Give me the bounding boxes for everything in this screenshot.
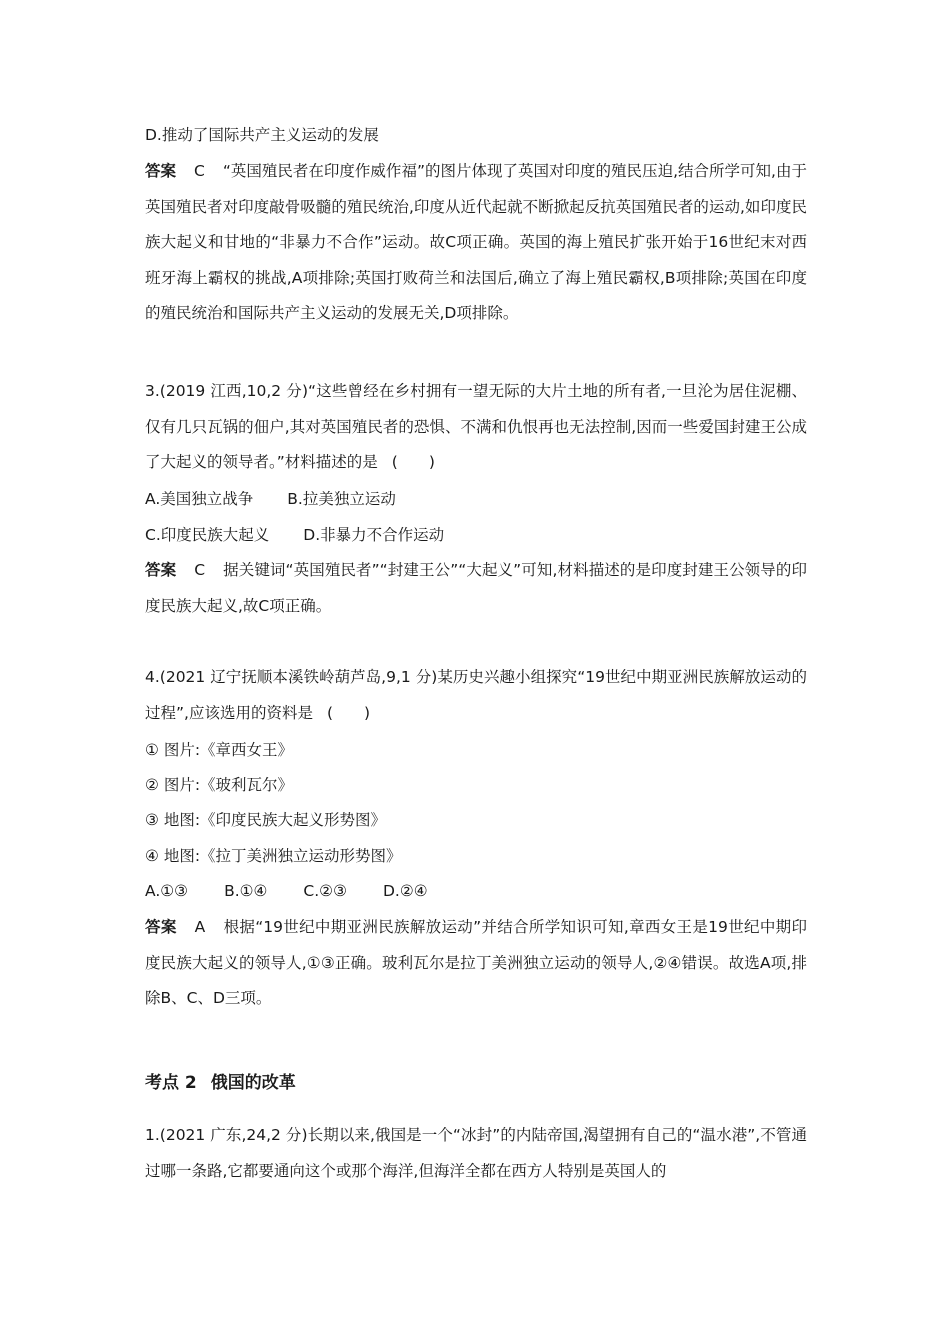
answer-paragraph-3 [145,553,807,624]
question-1-stem: 1.(2021 广东,24,2 分)长期以来,俄国是一个“冰封”的内陆帝国,渴望拥有自己的“温水港”,不管通过哪一条路,它都要通向这个或那个海洋,但海洋全都在西方人特别是英国人的 [145,1126,807,1180]
answer-explanation: 根据“19世纪中期亚洲民族解放运动”并结合所学知识可知,章西女王是19世纪中期印度民族大起义的领导人,①③正确。玻利瓦尔是拉丁美洲独立运动的领导人,②④错误。故选A项,排除B、C、D三项。 [145,918,807,1007]
question-stem-text: 3.(2019 江西,10,2 分)“这些曾经在乡村拥有一望无际的大片土地的所有者,一旦沦为居住泥棚、仅有几只瓦锅的佃户,其对英国殖民者的恐惧、不满和仇恨再也无法控制,因而一些爱国封建王公成了大起义的领导者。”材料描述的是 [145,382,807,471]
section-title: 俄国的改革 [210,1073,296,1093]
answer-letter: C [194,162,205,180]
material-item: ④ 地图:《拉丁美洲独立运动形势图》 [145,847,402,865]
material-item: ② 图片:《玻利瓦尔》 [145,776,294,794]
question-stem-text: 4.(2021 辽宁抚顺本溪铁岭葫芦岛,9,1 分)某历史兴趣小组探究“19世纪中期亚洲民族解放运动的过程”,应该选用的资料是 [145,668,807,722]
question-4-stem [145,660,807,731]
option-a: A.①③ [145,882,189,900]
option-d: D.②④ [382,882,428,900]
answer-letter: A [194,918,206,936]
answer-paragraph-1 [145,154,807,332]
material-item: ① 图片:《章西女王》 [145,741,294,759]
answer-blank: ( ) [391,453,435,471]
section-number: 考点 2 [145,1073,197,1093]
answer-label: 答案 [145,561,177,579]
answer-paragraph-4 [145,910,807,1017]
answer-blank: ( ) [326,703,371,722]
option-d-line: D.推动了国际共产主义运动的发展 [145,126,379,144]
material-item: ③ 地图:《印度民族大起义形势图》 [145,811,387,829]
section-heading [145,1066,296,1101]
question-3-options-ab [145,482,807,518]
option-d: D.非暴力不合作运动 [303,526,445,544]
answer-label: 答案 [145,162,177,180]
option-b: B.拉美独立运动 [287,490,396,508]
option-b: B.①④ [224,882,268,900]
question-3-stem [145,374,807,481]
question-3-options-cd [145,518,807,554]
answer-label: 答案 [145,918,177,936]
option-c: C.②③ [303,882,347,900]
option-c: C.印度民族大起义 [145,526,270,544]
option-a: A.美国独立战争 [145,490,254,508]
answer-letter: C [194,561,206,579]
answer-explanation: 据关键词“英国殖民者”“封建王公”“大起义”可知,材料描述的是印度封建王公领导的印度民族大起义,故C项正确。 [145,561,807,615]
question-4-options [145,874,807,910]
answer-explanation: “英国殖民者在印度作威作福”的图片体现了英国对印度的殖民压迫,结合所学可知,由于英国殖民者对印度敲骨吸髓的殖民统治,印度从近代起就不断掀起反抗英国殖民者的运动,如印度民族大起义和甘地的“非暴力不合作”运动。故C项正确。英国的海上殖民扩张开始于16世纪末对西班牙海上霸权的挑战,A项排除;英国打败荷兰和法国后,确立了海上殖民霸权,B项排除;英国在印度的殖民统治和国际共产主义运动的发展无关,D项排除。 [145,162,807,322]
